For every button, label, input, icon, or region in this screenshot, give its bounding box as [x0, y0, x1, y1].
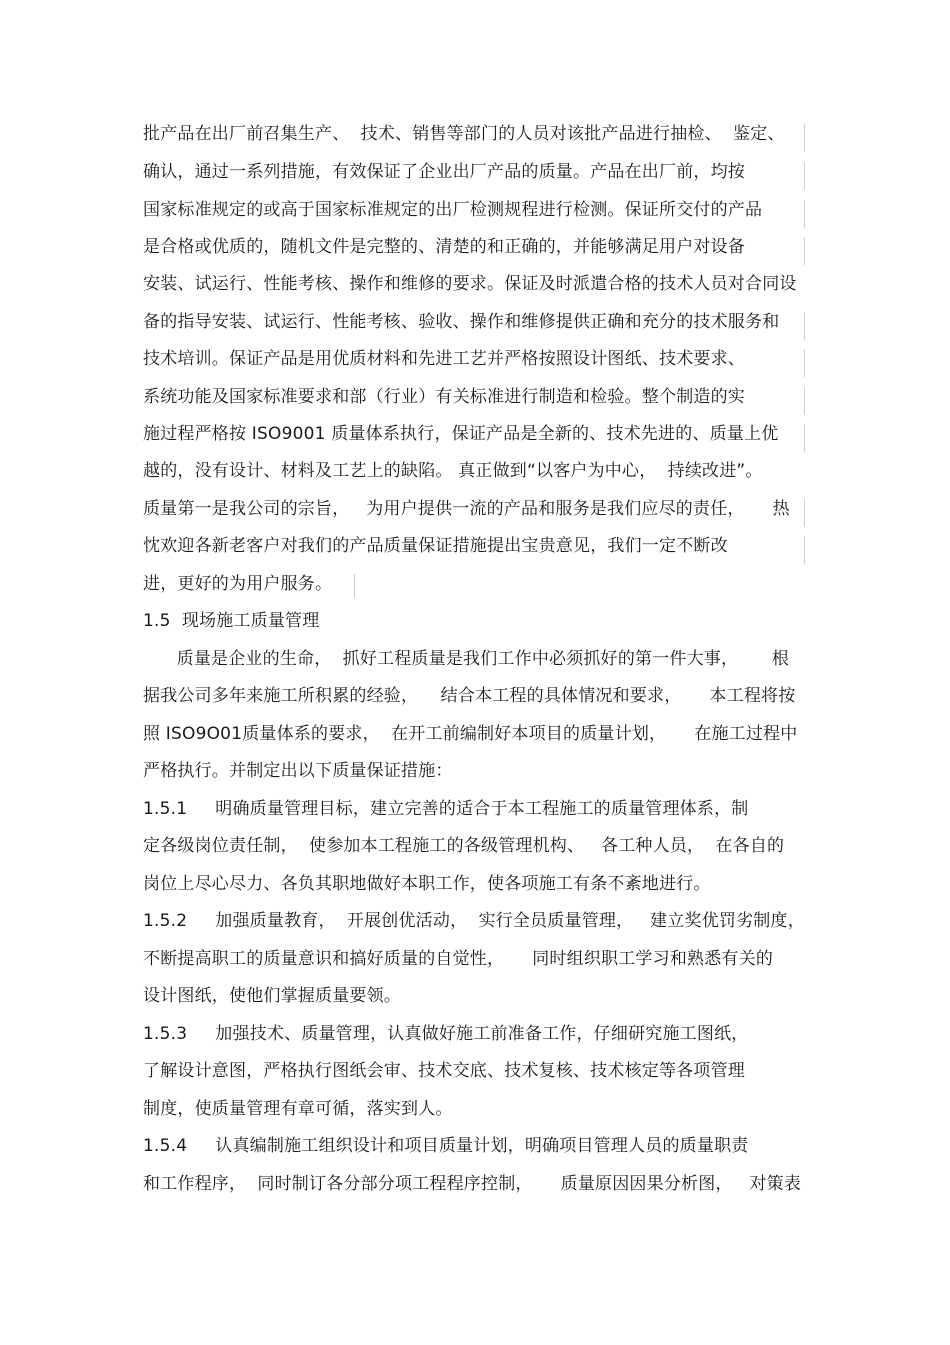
margin-rule: [804, 499, 805, 527]
text-line: 施过程严格按 ISO9001 质量体系执行，保证产品是全新的、技术先进的、质量上优: [143, 424, 779, 444]
subsection-line: 1.5.3 加强技术、质量管理，认真做好施工前准备工作，仔细研究施工图纸，: [143, 1024, 749, 1044]
margin-rule: [804, 200, 805, 228]
text-line: 照 ISO9O01质量体系的要求， 在开工前编制好本项目的质量计划， 在施工过程中: [143, 724, 798, 744]
text-line: 严格执行。并制定出以下质量保证措施：: [143, 761, 453, 781]
text-line: 质量第一是我公司的宗旨， 为用户提供一流的产品和服务是我们应尽的责任， 热: [143, 499, 790, 519]
text-line: 备的指导安装、试运行、性能考核、验收、操作和维修提供正确和充分的技术服务和: [143, 312, 780, 332]
text-line: 技术培训。保证产品是用优质材料和先进工艺并严格按照设计图纸、技术要求、: [143, 349, 745, 369]
text-line: 质量是企业的生命， 抓好工程质量是我们工作中必须抓好的第一件大事， 根: [143, 649, 790, 669]
text-line: 和工作程序， 同时制订各分部分项工程程序控制， 质量原因因果分析图， 对策表: [143, 1174, 802, 1194]
margin-rule: [804, 349, 805, 377]
text-line: 系统功能及国家标准要求和部（行业）有关标准进行制造和检验。整个制造的实: [143, 387, 745, 407]
text-line: 制度，使质量管理有章可循，落实到人。: [143, 1099, 453, 1119]
text-line: 定各级岗位责任制， 使参加本工程施工的各级管理机构、 各工种人员， 在各自的: [143, 836, 785, 856]
margin-rule: [804, 237, 805, 265]
text-line: 不断提高职工的质量意识和搞好质量的自觉性， 同时组织职工学习和熟悉有关的: [143, 949, 774, 969]
text-line: 据我公司多年来施工所积累的经验， 结合本工程的具体情况和要求， 本工程将按: [143, 686, 796, 706]
text-line: 批产品在出厂前召集生产、 技术、销售等部门的人员对该批产品进行抽检、 鉴定、: [143, 124, 785, 144]
margin-rule: [804, 162, 805, 190]
text-line: 岗位上尽心尽力、各负其职地做好本职工作，使各项施工有条不紊地进行。: [143, 874, 711, 894]
margin-rule: [804, 124, 805, 152]
subsection-line: 1.5.2 加强质量教育， 开展创优活动， 实行全员质量管理， 建立奖优罚劣制度，: [143, 911, 805, 931]
text-line: 设计图纸，使他们掌握质量要领。: [143, 986, 401, 1006]
margin-rule: [804, 312, 805, 340]
text-line: 国家标准规定的或高于国家标准规定的出厂检测规程进行检测。保证所交付的产品: [143, 200, 763, 220]
margin-rule: [804, 424, 805, 452]
margin-rule: [804, 536, 805, 564]
text-line: 忱欢迎各新老客户对我们的产品质量保证措施提出宝贵意见，我们一定不断改: [143, 536, 728, 556]
section-heading: 1.5 现场施工质量管理: [143, 611, 320, 631]
text-line: 了解设计意图，严格执行图纸会审、技术交底、技术复核、技术核定等各项管理: [143, 1061, 745, 1081]
subsection-line: 1.5.4 认真编制施工组织设计和项目质量计划，明确项目管理人员的质量职责: [143, 1136, 749, 1156]
text-line: 越的，没有设计、材料及工艺上的缺陷。 真正做到“以客户为中心， 持续改进”。: [143, 461, 763, 481]
text-line: 安装、试运行、性能考核、操作和维修的要求。保证及时派遣合格的技术人员对合同设: [143, 274, 797, 294]
subsection-line: 1.5.1 明确质量管理目标，建立完善的适合于本工程施工的质量管理体系，制: [143, 799, 749, 819]
text-line: 进，更好的为用户服务。: [143, 574, 333, 594]
margin-rule: [354, 574, 355, 598]
margin-rule: [804, 387, 805, 415]
text-line: 是合格或优质的，随机文件是完整的、清楚的和正确的，并能够满足用户对设备: [143, 237, 745, 257]
text-line: 确认，通过一系列措施，有效保证了企业出厂产品的质量。产品在出厂前，均按: [143, 162, 745, 182]
